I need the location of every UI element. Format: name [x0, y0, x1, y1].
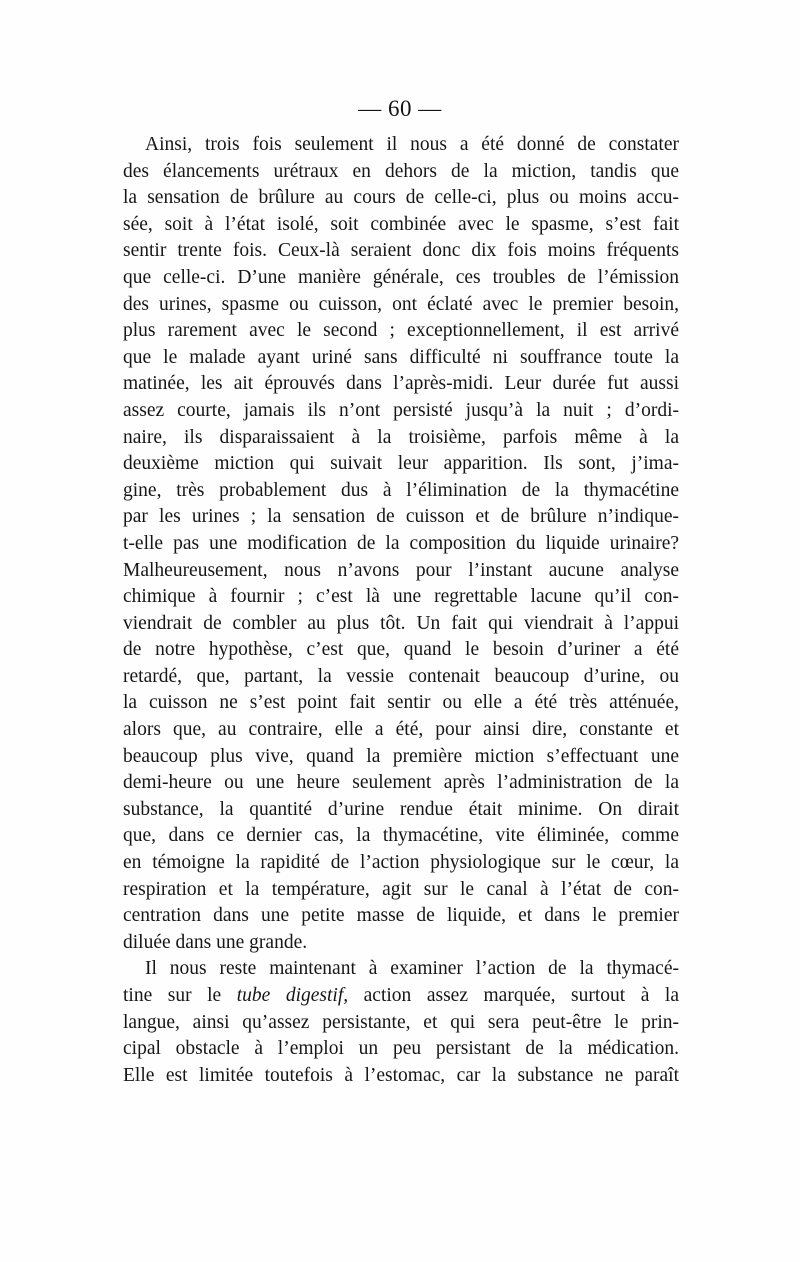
text-line: gine, très probablement dus à l’élimination de la thymacétine	[123, 479, 679, 501]
text-line: que celle-ci. D’une manière générale, ces troubles de l’émission	[123, 266, 679, 288]
text-line: des élancements urétraux en dehors de la miction, tandis que	[123, 160, 679, 182]
italic-term: tube digestif,	[236, 985, 349, 1006]
text-line: t-elle pas une modification de la composition du liquide urinaire?	[123, 532, 679, 554]
text-line: respiration et la température, agit sur le canal à l’état de con-	[123, 878, 679, 900]
paragraph-end-line: diluée dans une grande.	[123, 931, 308, 953]
text-line: demi-heure ou une heure seulement après l’administration de la	[123, 772, 679, 794]
text-line-with-italic	[123, 983, 679, 1010]
text-line: plus rarement avec le second ; exceptionnellement, il est arrivé	[123, 320, 679, 342]
text-line: beaucoup plus vive, quand la première miction s’effectuant une	[123, 745, 679, 767]
text-line: Il nous reste maintenant à examiner l’action de la thymacé-	[145, 958, 679, 980]
text-line: Ainsi, trois fois seulement il nous a été donné de constater	[145, 134, 679, 155]
text-line: Elle est limitée toutefois à l’estomac, car la substance ne paraît	[123, 1064, 679, 1086]
text-line: langue, ainsi qu’assez persistante, et qui sera peut-être le prin-	[123, 1011, 679, 1033]
text-line: que le malade ayant uriné sans difficulté ni souffrance toute la	[123, 346, 679, 368]
page-number: — 60 —	[358, 96, 442, 121]
text-line: substance, la quantité d’urine rendue était minime. On dirait	[123, 798, 679, 820]
text-line: en témoigne la rapidité de l’action physiologique sur le cœur, la	[123, 852, 679, 874]
text-line: matinée, les ait éprouvés dans l’après-midi. Leur durée fut aussi	[123, 373, 679, 395]
text-line: sentir trente fois. Ceux-là seraient donc dix fois moins fréquents	[123, 240, 679, 262]
text-line: alors que, au contraire, elle a été, pour ainsi dire, constante et	[123, 719, 679, 741]
text-line: centration dans une petite masse de liquide, et dans le premier	[123, 905, 679, 927]
text-line: de notre hypothèse, c’est que, quand le besoin d’uriner a été	[123, 639, 679, 661]
text-line: que, dans ce dernier cas, la thymacétine, vite éliminée, comme	[123, 825, 679, 847]
text-line: Malheureusement, nous n’avons pour l’instant aucune analyse	[123, 559, 679, 581]
text-line: cipal obstacle à l’emploi un peu persistant de la médication.	[123, 1038, 679, 1060]
text-line: chimique à fournir ; c’est là une regrettable lacune qu’il con-	[123, 586, 679, 608]
text-line: la sensation de brûlure au cours de celle-ci, plus ou moins accu-	[123, 187, 679, 209]
text-line: sée, soit à l’état isolé, soit combinée avec le spasme, s’est fait	[123, 213, 679, 235]
text-segment: tine sur le	[123, 985, 237, 1006]
text-line: par les urines ; la sensation de cuisson et de brûlure n’indique-	[123, 506, 679, 528]
text-segment: action assez marquée, surtout à la	[348, 985, 679, 1006]
text-line: retardé, que, partant, la vessie contenait beaucoup d’urine, ou	[123, 665, 679, 687]
text-line: la cuisson ne s’est point fait sentir ou elle a été très atténuée,	[123, 692, 679, 714]
text-line: des urines, spasme ou cuisson, ont éclaté avec le premier besoin,	[123, 293, 679, 315]
text-line: viendrait de combler au plus tôt. Un fait qui viendrait à l’appui	[123, 612, 679, 634]
text-line: naire, ils disparaissaient à la troisième, parfois même à la	[123, 426, 679, 448]
text-line: assez courte, jamais ils n’ont persisté jusqu’à la nuit ; d’ordi-	[123, 399, 679, 421]
text-line: deuxième miction qui suivait leur apparition. Ils sont, j’ima-	[123, 453, 679, 475]
body-text	[123, 132, 679, 1089]
